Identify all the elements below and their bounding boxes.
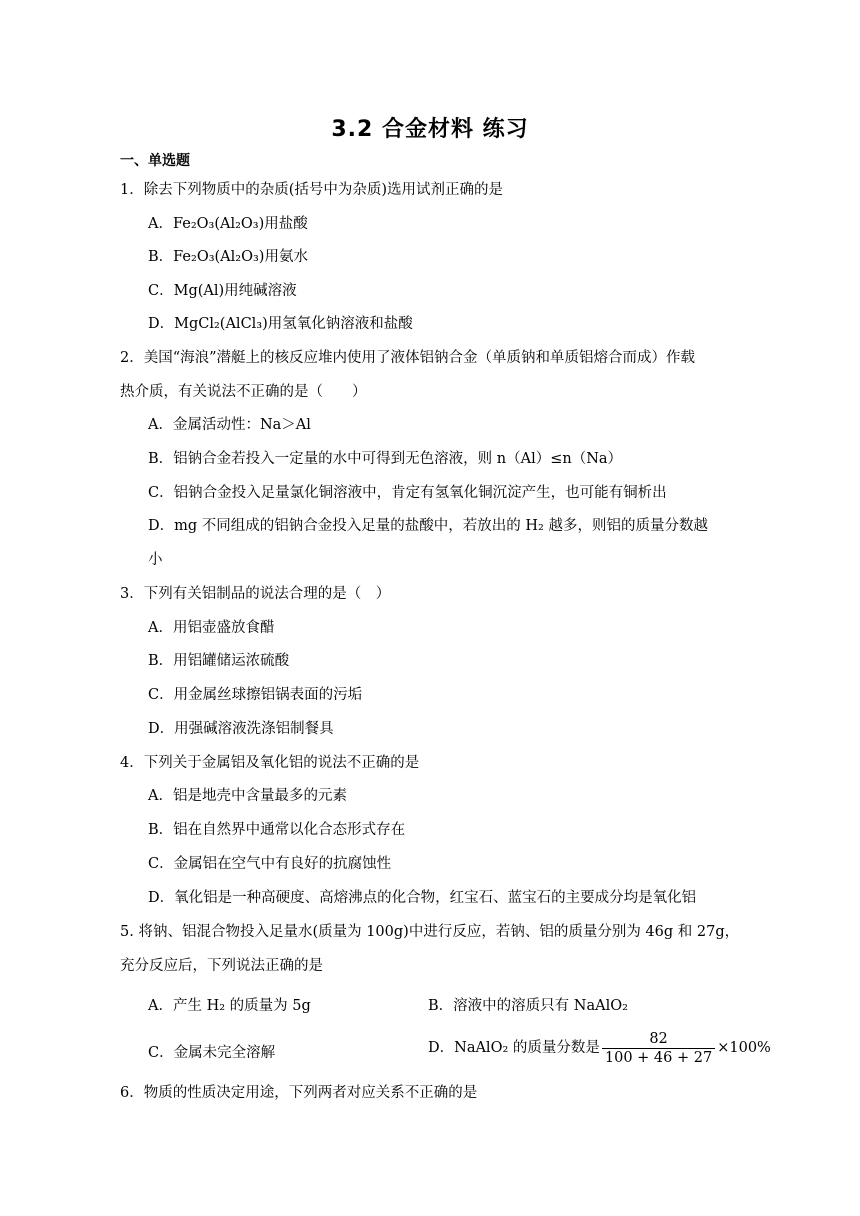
mass-fraction-formula	[602, 1030, 715, 1067]
question-3-option-a: A．用铝壶盛放食醋	[148, 620, 275, 636]
question-3-stem: 3．下列有关铝制品的说法合理的是（ ）	[120, 586, 391, 602]
question-5-stem-line-1: 5. 将钠、铝混合物投入足量水(质量为 100g)中进行反应，若钠、铝的质量分别为 46g 和 27g，	[120, 924, 740, 940]
question-4-option-d: D．氧化铝是一种高硬度、高熔沸点的化合物，红宝石、蓝宝石的主要成分均是氧化铝	[148, 890, 697, 906]
question-5-option-d	[428, 1029, 771, 1067]
question-5-option-d-suffix: ×100%	[717, 1040, 771, 1056]
formula-numerator: 82	[602, 1030, 715, 1049]
question-1-option-a: A．Fe₂O₃(Al₂O₃)用盐酸	[148, 216, 308, 232]
section-heading: 一、单选题	[120, 153, 190, 169]
question-1-option-b: B．Fe₂O₃(Al₂O₃)用氨水	[148, 249, 308, 265]
question-2-option-c: C．铝钠合金投入足量氯化铜溶液中，肯定有氢氧化铜沉淀产生，也可能有铜析出	[148, 485, 667, 501]
question-2-stem-line-2: 热介质，有关说法不正确的是（ ）	[120, 384, 367, 400]
question-1-option-d: D．MgCl₂(AlCl₃)用氢氧化钠溶液和盐酸	[148, 316, 413, 332]
question-5-option-b: B．溶液中的溶质只有 NaAlO₂	[428, 998, 628, 1014]
question-2-option-d-line-2: 小	[148, 552, 163, 568]
question-2-option-a: A．金属活动性：Na＞Al	[148, 417, 311, 433]
question-3-option-d: D．用强碱溶液洗涤铝制餐具	[148, 721, 334, 737]
question-3-option-c: C．用金属丝球擦铝锅表面的污垢	[148, 687, 363, 703]
formula-denominator: 100 + 46 + 27	[604, 1049, 713, 1066]
question-4-option-c: C．金属铝在空气中有良好的抗腐蚀性	[148, 856, 392, 872]
page-title: 3.2 合金材料 练习	[331, 117, 529, 142]
question-5-stem-line-2: 充分反应后，下列说法正确的是	[120, 958, 323, 974]
question-2-option-b: B．铝钠合金若投入一定量的水中可得到无色溶液，则 n（Al）≤n（Na）	[148, 451, 623, 467]
question-1-stem: 1．除去下列物质中的杂质(括号中为杂质)选用试剂正确的是	[120, 182, 504, 198]
question-4-stem: 4．下列关于金属铝及氧化铝的说法不正确的是	[120, 755, 420, 771]
question-5-option-a: A．产生 H₂ 的质量为 5g	[148, 998, 311, 1014]
question-4-option-b: B．铝在自然界中通常以化合态形式存在	[148, 822, 406, 838]
question-5-option-d-prefix: D．NaAlO₂ 的质量分数是	[428, 1040, 600, 1056]
question-5-option-c: C．金属未完全溶解	[148, 1045, 276, 1061]
question-6-stem: 6．物质的性质决定用途，下列两者对应关系不正确的是	[120, 1085, 478, 1101]
question-2-stem-line-1: 2．美国“海浪”潜艇上的核反应堆内使用了液体铝钠合金（单质钠和单质铝熔合而成）作载	[120, 350, 696, 366]
question-1-option-c: C．Mg(Al)用纯碱溶液	[148, 283, 297, 299]
question-2-option-d-line-1: D．mg 不同组成的铝钠合金投入足量的盐酸中，若放出的 H₂ 越多，则铝的质量分数越	[148, 518, 708, 534]
question-4-option-a: A．铝是地壳中含量最多的元素	[148, 788, 347, 804]
question-3-option-b: B．用铝罐储运浓硫酸	[148, 653, 290, 669]
